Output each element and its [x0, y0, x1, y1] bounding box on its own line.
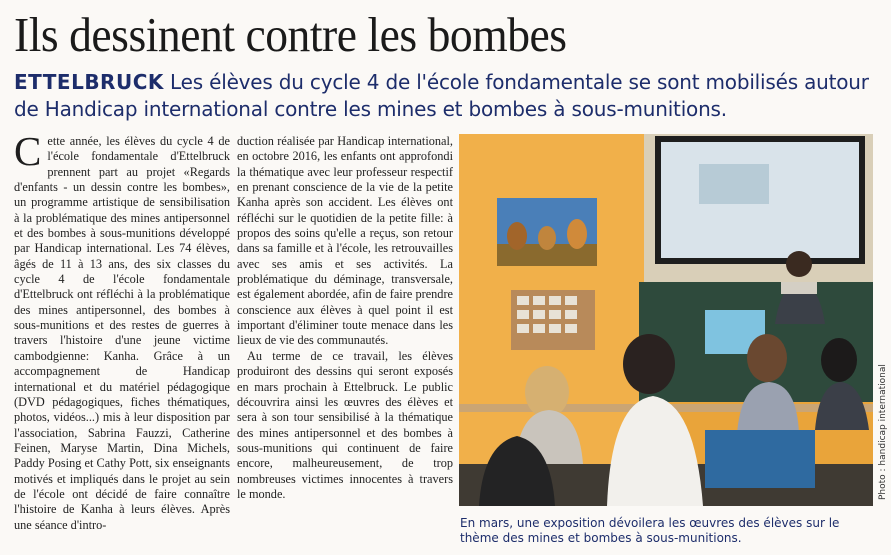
kicker-location: ETTELBRUCK: [14, 70, 164, 94]
classroom-photo: [459, 134, 873, 506]
article-column-1: [14, 128, 230, 533]
deck: [14, 69, 884, 123]
headline: Ils dessinent contre les bombes: [14, 7, 567, 62]
paragraph-1: [14, 128, 230, 533]
deck-text: Les élèves du cycle 4 de l'école fondamentale se sont mobilisés autour de Handicap international contre les mines et bombes à sous-munitions.: [14, 70, 869, 121]
paragraph-3: Au terme de ce travail, les élèves produiront des dessins qui seront exposés en mars prochain à Ettelbruck. Le public découvrira ainsi les œuvres des élèves et sera à son tour sensibilisé à la thématique des mines antipersonnel et des bombes à sous-munitions qui continuent de faire encore, malheureusement, de trop nombreuses victimes innocentes à travers le monde.: [237, 348, 453, 501]
paragraph-1-text: ette année, les élèves du cycle 4 de l'école fondamentale d'Ettelbruck prennent part au projet «Regards d'enfants - un dessin contre les bombes», un programme artistique de sensibilisation à la problématique des mines antipersonnel et des bombes à sous-munitions développé par Handicap international. Les 74 élèves, âgés de 11 à 13 ans, des six classes du cycle 4 de l'école fondamentale d'Ettelbruck ont réfléchi à la problématique des mines antipersonnel, des bombes à sous-munitions et des restes de guerres à travers l'histoire d'une jeune victime cambodgienne: Kanha. Grâce à un accompagnement de Handicap international et du matériel pédagogique (DVD pédagogiques, fiches thématiques, photos, vidéos...) mis à leur disposition par l'association, Sabrina Fauzzi, Catherine Feinen, Maryse Martin, Dina Michels, Paddy Posing et Cathy Pott, six enseignants motivés et impliqués dans le projet au sein de l'école ont décidé de faire connaître l'histoire de Kanha à leurs élèves. Après une séance d'intro-: [14, 134, 230, 532]
article-column-2: [237, 134, 453, 502]
classroom-scene-illustration: [459, 134, 873, 506]
photo-credit: Photo : handicap international: [878, 364, 888, 500]
drop-cap: C: [14, 128, 42, 174]
paragraph-2: duction réalisée par Handicap international, en octobre 2016, les enfants ont approfondi la thématique avec leur professeur respectif en prenant conscience de la vie de la petite Kanha après son accident. Les élèves ont réfléchi sur le quotidien de la petite fille: à propos des soins qu'elle a reçus, son retour dans sa famille et à l'école, les retrouvailles avec ses amis et ses activités. La problématique du déminage, transversale, est également abordée, afin de faire prendre conscience aux élèves à quel point il est important d'éliminer toute menace dans les lieux de vie des communautés.: [237, 134, 453, 348]
photo-caption: En mars, une exposition dévoilera les œuvres des élèves sur le thème des mines et bombes à sous-munitions.: [460, 516, 840, 545]
